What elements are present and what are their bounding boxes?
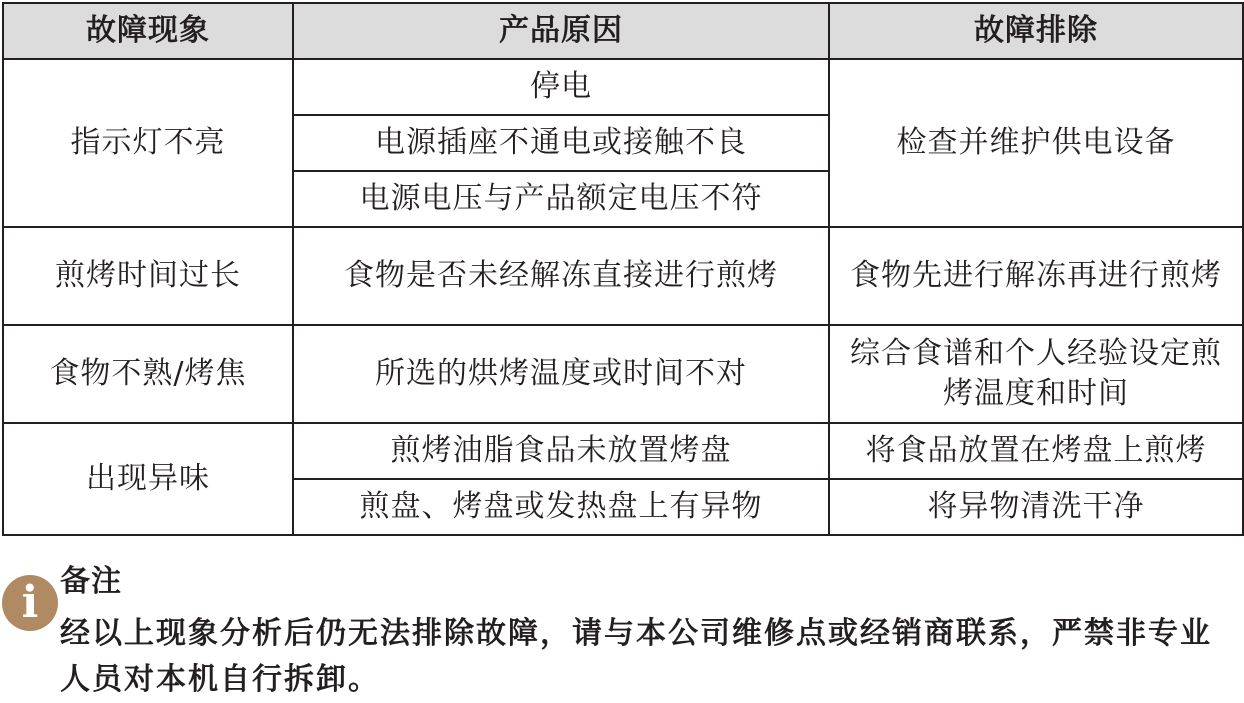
table-header-row [3,3,1243,59]
symptom-cell: 食物不熟/烤焦 [3,325,293,423]
solution-cell: 将食品放置在烤盘上煎烤 [829,423,1243,479]
header-solution: 故障排除 [829,3,1243,59]
troubleshooting-table [2,2,1244,536]
solution-cell: 将异物清洗干净 [829,479,1243,535]
table-row [3,325,1243,423]
cause-cell: 煎烤油脂食品未放置烤盘 [293,423,829,479]
table-row [3,227,1243,325]
note-title: 备注 [60,564,122,599]
symptom-cell: 指示灯不亮 [3,59,293,227]
info-icon: i [2,575,58,631]
solution-cell: 检查并维护供电设备 [829,59,1243,227]
cause-cell: 停电 [293,59,829,115]
cause-cell: 所选的烘烤温度或时间不对 [293,325,829,423]
cause-cell: 食物是否未经解冻直接进行煎烤 [293,227,829,325]
solution-cell: 食物先进行解冻再进行煎烤 [829,227,1243,325]
header-cause: 产品原因 [293,3,829,59]
symptom-cell: 出现异味 [3,423,293,535]
symptom-cell: 煎烤时间过长 [3,227,293,325]
note-text: 经以上现象分析后仍无法排除故障，请与本公司维修点或经销商联系，严禁非专业人员对本机自行拆卸。 [60,616,1212,697]
header-symptom: 故障现象 [3,3,293,59]
solution-cell: 综合食谱和个人经验设定煎烤温度和时间 [829,325,1243,423]
table-row [3,423,1243,479]
cause-cell: 煎盘、烤盘或发热盘上有异物 [293,479,829,535]
cause-cell: 电源插座不通电或接触不良 [293,115,829,171]
cause-cell: 电源电压与产品额定电压不符 [293,171,829,227]
table-row [3,59,1243,115]
